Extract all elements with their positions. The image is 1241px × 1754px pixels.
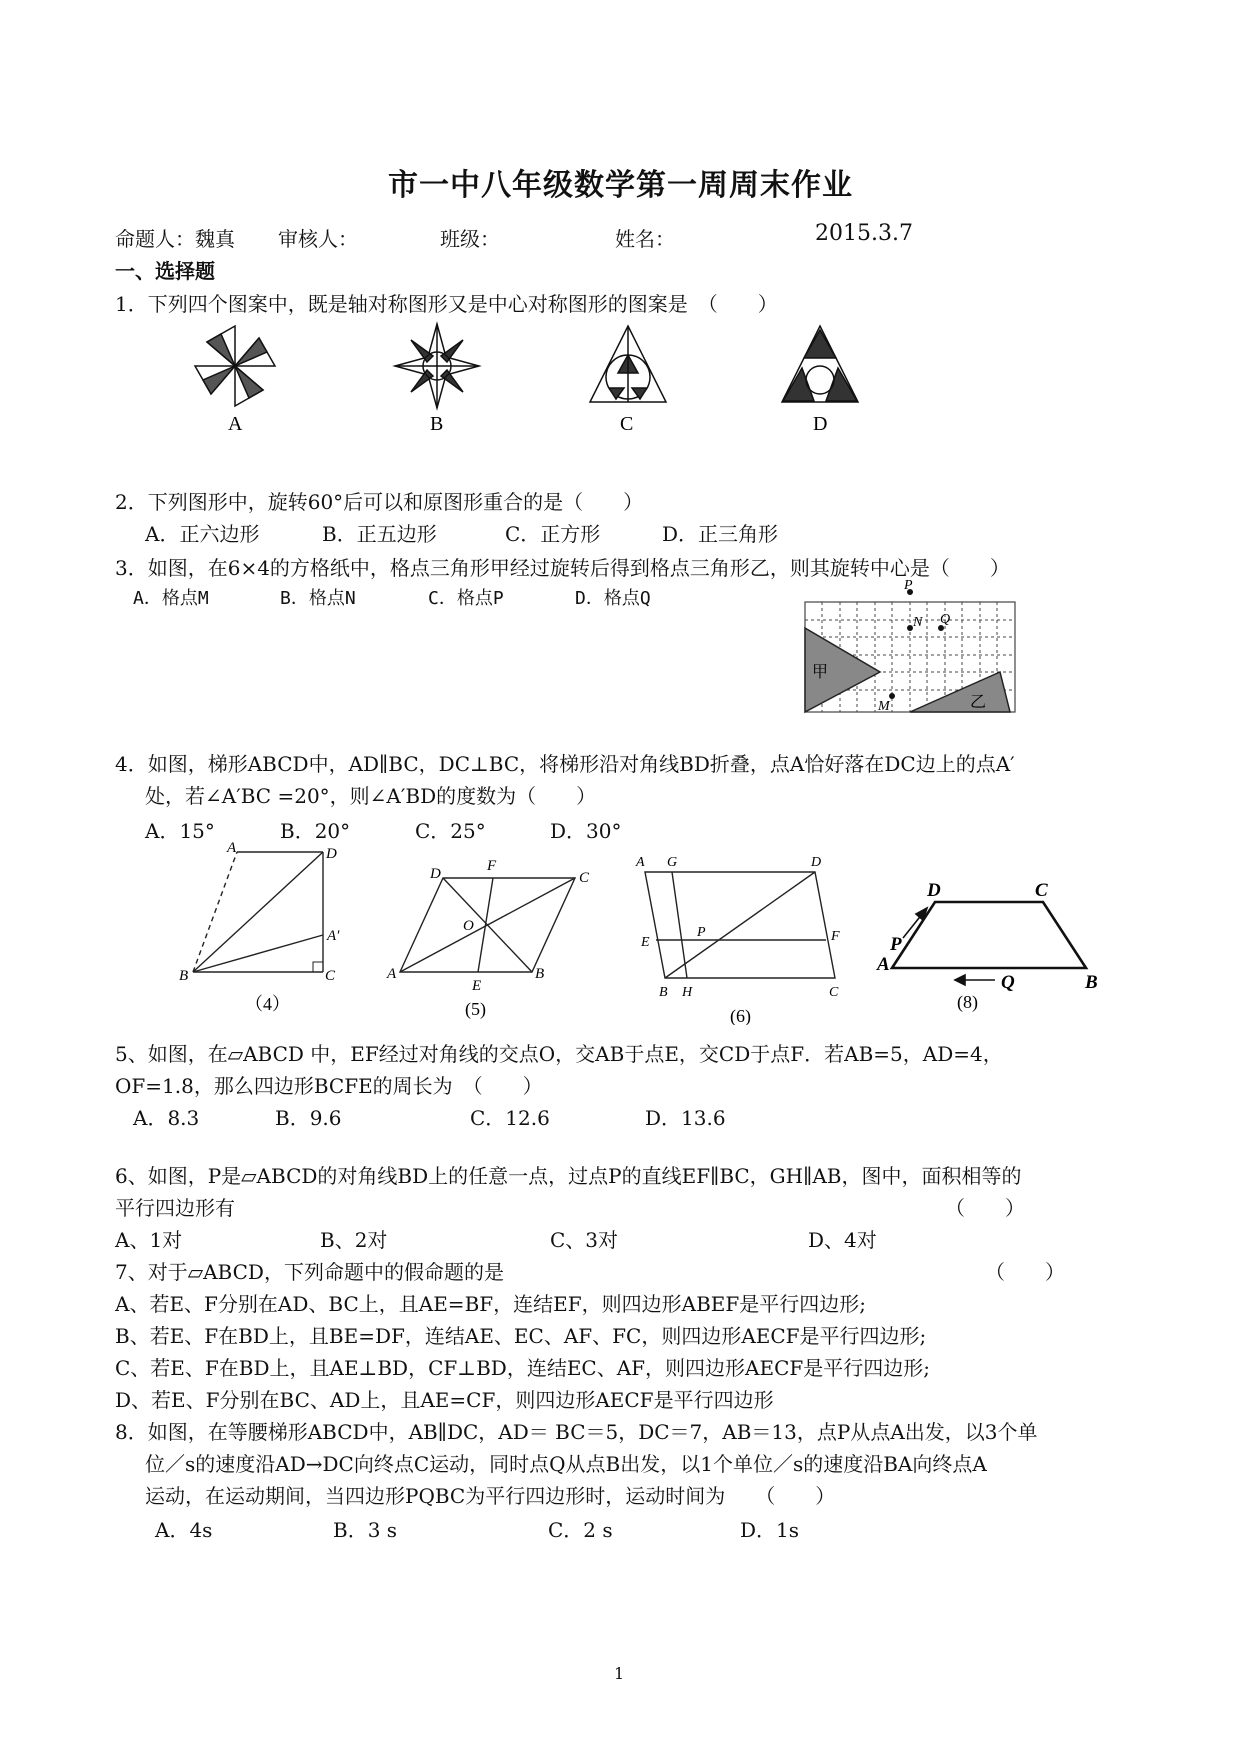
fig6 bbox=[645, 872, 835, 978]
fig4-caption: （4） bbox=[245, 994, 290, 1014]
fig6-label-p: P bbox=[697, 925, 706, 940]
q1-label-d: D bbox=[813, 413, 828, 435]
triangle-yi bbox=[910, 672, 1010, 712]
fig6-label-b: B bbox=[659, 985, 668, 1000]
star-figure bbox=[395, 324, 479, 408]
q5-option-c: C．12.6 bbox=[470, 1106, 550, 1130]
q2-text: 2．下列图形中，旋转60°后可以和原图形重合的是（ ） bbox=[115, 490, 644, 514]
fig5-label-d: D bbox=[430, 866, 441, 882]
q1-label-b: B bbox=[430, 413, 444, 435]
q5-option-b: B．9.6 bbox=[275, 1106, 342, 1130]
q2-option-d: D．正三角形 bbox=[662, 522, 779, 546]
fig5-label-b: B bbox=[535, 966, 545, 982]
q6-option-a: A、1对 bbox=[115, 1228, 183, 1252]
fig8-label-a: A bbox=[877, 954, 890, 975]
q1-figures bbox=[150, 318, 900, 443]
page-title: 市一中八年级数学第一周周末作业 bbox=[388, 168, 853, 203]
triangle-figure bbox=[782, 326, 858, 402]
fig5-label-c: C bbox=[579, 870, 590, 886]
fig4 bbox=[193, 852, 323, 972]
label-m: M bbox=[878, 699, 890, 714]
q8-line3: 运动，在运动期间，当四边形PQBC为平行四边形时，运动时间为 （ ） bbox=[145, 1484, 836, 1508]
q7-option-d: D、若E、F分别在BC、AD上，且AE=CF，则四边形AECF是平行四边形 bbox=[115, 1388, 774, 1412]
fig5 bbox=[400, 878, 575, 972]
label-p: P bbox=[904, 580, 913, 593]
fig4-label-c: C bbox=[325, 968, 336, 984]
label-yi: 乙 bbox=[970, 694, 987, 711]
reviewer: 审核人： bbox=[278, 227, 358, 251]
fig6-label-c: C bbox=[829, 985, 839, 1000]
q6-option-d: D、4对 bbox=[808, 1228, 877, 1252]
q3-text: 3．如图，在6×4的方格纸中，格点三角形甲经过旋转后得到格点三角形乙，则其旋转中心是（ ） bbox=[115, 556, 1010, 580]
triangle-circle-figure bbox=[590, 326, 666, 402]
fig4-label-a-prime: A′ bbox=[327, 928, 340, 944]
q8-option-b: B．3 s bbox=[333, 1518, 398, 1542]
q6-option-c: C、3对 bbox=[550, 1228, 619, 1252]
fig8-label-q: Q bbox=[1001, 972, 1015, 993]
q5-line1: 5、如图，在▱ABCD 中，EF经过对角线的交点O，交AB于点E，交CD于点F．若AB=5，AD=4， bbox=[115, 1042, 1003, 1066]
q1-text: 1．下列四个图案中，既是轴对称图形又是中心对称图形的图案是 （ ） bbox=[115, 292, 778, 316]
page-number: 1 bbox=[614, 1664, 625, 1683]
figure-row bbox=[175, 840, 1145, 1025]
fig5-caption: (5) bbox=[465, 999, 486, 1019]
q7-option-b: B、若E、F在BD上，且BE=DF，连结AE、EC、AF、FC，则四边形AECF是平行四边形; bbox=[115, 1324, 927, 1348]
q7-paren: （ ） bbox=[985, 1260, 1065, 1284]
q3-option-d: D．格点Q bbox=[575, 588, 651, 609]
q4-option-a: A．15° bbox=[145, 819, 215, 843]
q3-grid-figure bbox=[800, 580, 1022, 720]
q6-paren: （ ） bbox=[945, 1196, 1025, 1220]
q5-line2: OF=1.8，那么四边形BCFE的周长为 （ ） bbox=[115, 1074, 543, 1098]
fig5-label-f: F bbox=[487, 858, 497, 874]
q4-line1: 4．如图，梯形ABCD中，AD∥BC，DC⊥BC，将梯形沿对角线BD折叠，点A恰好落在DC边上的点A′ bbox=[115, 752, 1015, 776]
fig4-label-a: A bbox=[227, 840, 237, 856]
label-jia: 甲 bbox=[812, 664, 829, 681]
label-n: N bbox=[913, 615, 923, 630]
class-field: 班级： bbox=[440, 227, 500, 251]
q8-option-d: D．1s bbox=[740, 1518, 800, 1542]
q5-option-d: D．13.6 bbox=[645, 1106, 726, 1130]
fig5-label-e: E bbox=[472, 978, 482, 994]
fig8-label-b: B bbox=[1085, 972, 1098, 993]
fig6-label-g: G bbox=[667, 855, 678, 870]
q3-option-a: A．格点M bbox=[133, 588, 209, 609]
q7-text: 7、对于▱ABCD，下列命题中的假命题的是 bbox=[115, 1260, 504, 1284]
q8-line1: 8．如图，在等腰梯形ABCD中，AB∥DC，AD＝ BC＝5，DC＝7，AB＝13，点P从点A出发，以3个单 bbox=[115, 1420, 1038, 1444]
label-q: Q bbox=[940, 612, 951, 627]
fig4-label-b: B bbox=[179, 968, 189, 984]
q2-option-c: C．正方形 bbox=[505, 522, 601, 546]
q3-option-b: B．格点N bbox=[280, 588, 356, 609]
fig4-label-d: D bbox=[326, 846, 337, 862]
q5-option-a: A．8.3 bbox=[133, 1106, 200, 1130]
q2-option-a: A．正六边形 bbox=[145, 522, 260, 546]
pinwheel-figure bbox=[195, 326, 275, 406]
author: 命题人：魏真 bbox=[115, 227, 235, 251]
q1-label-a: A bbox=[228, 413, 243, 435]
fig5-label-a: A bbox=[387, 966, 397, 982]
q4-option-b: B．20° bbox=[280, 819, 351, 843]
q6-option-b: B、2对 bbox=[320, 1228, 388, 1252]
fig6-label-a: A bbox=[636, 855, 645, 870]
fig8-label-c: C bbox=[1035, 880, 1048, 901]
q2-option-b: B．正五边形 bbox=[322, 522, 437, 546]
fig5-label-o: O bbox=[463, 918, 474, 934]
q3-option-c: C．格点P bbox=[428, 588, 504, 609]
fig8-caption: (8) bbox=[957, 992, 978, 1012]
section-heading: 一、选择题 bbox=[115, 259, 215, 283]
fig6-label-h: H bbox=[682, 985, 693, 1000]
q4-option-d: D．30° bbox=[550, 819, 622, 843]
q4-option-c: C．25° bbox=[415, 819, 486, 843]
q6-line2: 平行四边形有 bbox=[115, 1196, 235, 1220]
q7-option-a: A、若E、F分别在AD、BC上，且AE=BF，连结EF，则四边形ABEF是平行四边形; bbox=[115, 1292, 866, 1316]
fig6-label-f: F bbox=[831, 929, 840, 944]
q8-line2: 位／s的速度沿AD→DC向终点C运动，同时点Q从点B出发，以1个单位／s的速度沿BA向终点A bbox=[145, 1452, 987, 1476]
fig6-caption: (6) bbox=[730, 1006, 751, 1025]
fig6-label-d: D bbox=[811, 855, 822, 870]
name-field: 姓名： bbox=[615, 227, 675, 251]
fig6-label-e: E bbox=[641, 935, 650, 950]
q7-option-c: C、若E、F在BD上，且AE⊥BD，CF⊥BD，连结EC、AF，则四边形AECF是平行四边形; bbox=[115, 1356, 930, 1380]
fig8-label-p: P bbox=[890, 934, 902, 955]
q8-option-a: A．4s bbox=[155, 1518, 213, 1542]
q4-line2: 处，若∠A′BC =20°，则∠A′BD的度数为（ ） bbox=[145, 784, 597, 808]
q8-option-c: C．2 s bbox=[548, 1518, 613, 1542]
date: 2015.3.7 bbox=[815, 221, 913, 246]
q6-line1: 6、如图，P是▱ABCD的对角线BD上的任意一点，过点P的直线EF∥BC，GH∥AB，图中，面积相等的 bbox=[115, 1164, 1022, 1188]
q1-label-c: C bbox=[620, 413, 634, 435]
fig8-label-d: D bbox=[927, 880, 941, 901]
